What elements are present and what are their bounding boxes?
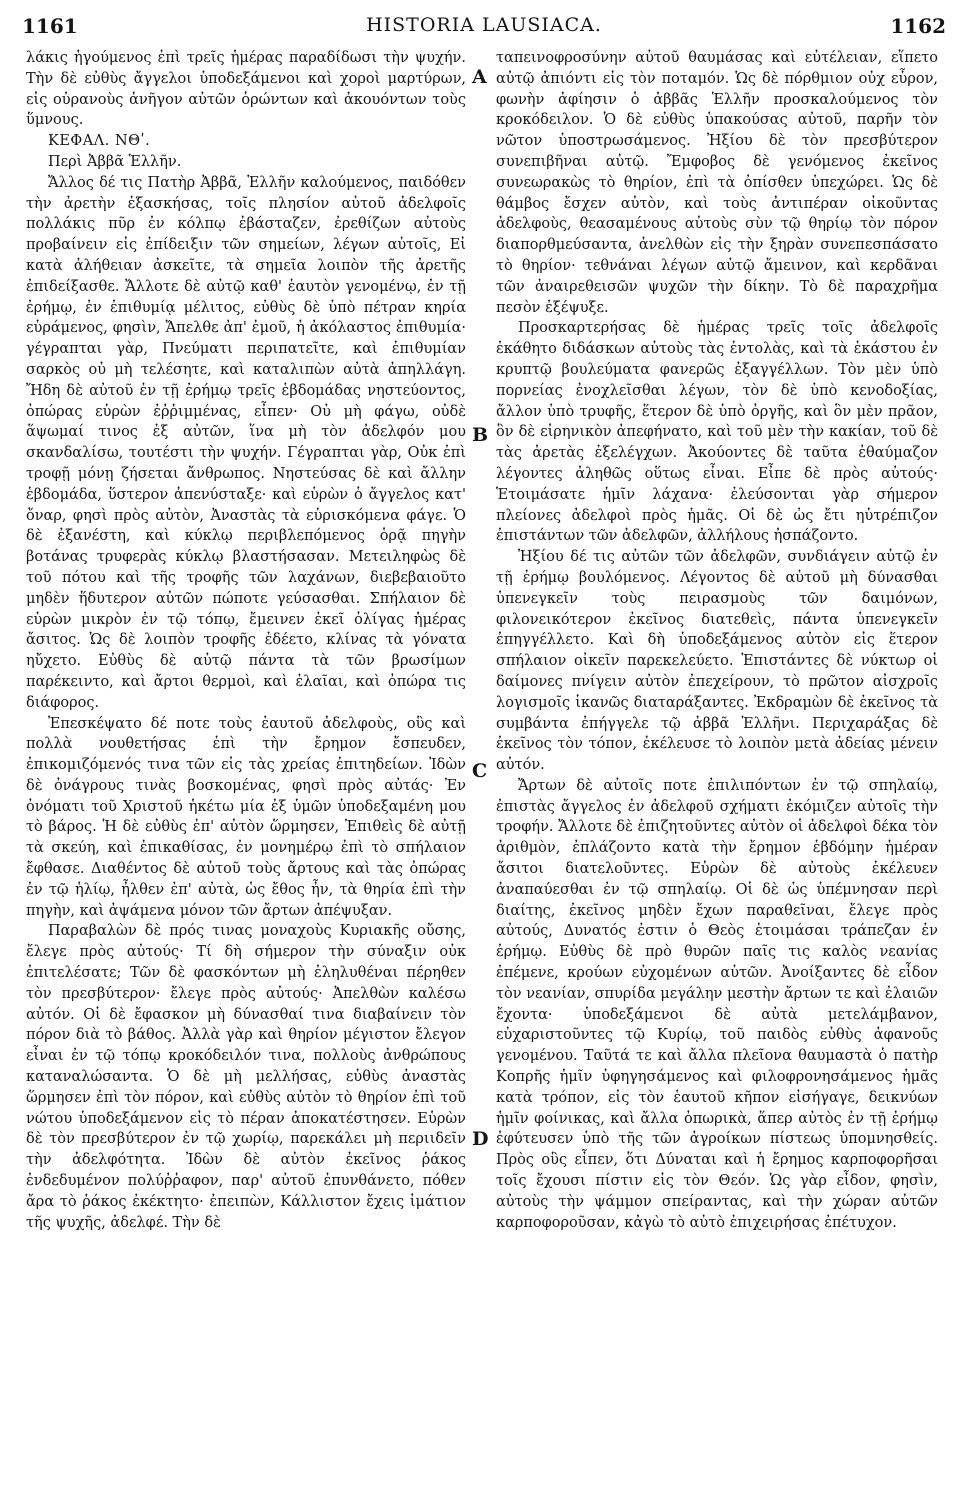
margin-mark-a: A [472, 66, 487, 88]
page-header [22, 14, 946, 42]
margin-mark-c: C [472, 760, 488, 782]
left-page-number: 1161 [22, 14, 78, 38]
margin-mark-d: D [472, 1128, 489, 1150]
right-page-number: 1162 [890, 14, 946, 38]
chapter-subtitle: Περὶ Ἀββᾶ Ἑλλῆν. [48, 153, 182, 170]
paragraph: Ἄλλος δέ τις Πατὴρ Ἀββᾶ, Ἑλλῆν καλούμενος, παιδόθεν τὴν ἀρετὴν ἐξασκήσας, τοῖς πλησίον αὐτοῦ ἀδελφοῖς πολλάκις πῦρ ἐν κόλπῳ ἐβάσταζεν, ἐρεθίζων αὐτοὺς προβαίνειν εἰς ἐπίδειξιν τῶν σημείων, λέγων αὐτοῖς, Εἰ κατὰ ἀλήθειαν ἀσκεῖτε, τὰ σημεῖα λοιπὸν τῆς ἀρετῆς ἐπιδείξασθε. Ἄλλοτε δὲ αὐτῷ καθ' ἑαυτὸν γενομένῳ, ἐν τῇ ἐρήμῳ, ἐν ἐπιθυμίᾳ μέλιτος, εὐθὺς δὲ ὑπὸ πέτραν κηρία εὑράμενος, φησὶν, Ἄπελθε ἀπ' ἐμοῦ, ἡ ἀκόλαστος ἐπιθυμία· γέγραπται γὰρ, Πνεύματι περιπατεῖτε, καὶ ἐπιθυμίαν σαρκὸς οὐ μὴ τελέσητε, καὶ καταλιπὼν αὐτὰ ἀπηλλάγη. Ἤδη δὲ αὐτοῦ ἐν τῇ ἐρήμῳ τρεῖς ἑβδομάδας νηστεύοντος, ὀπώρας εὑρὼν ἐῤῥιμμένας, εἶπεν· Οὐ μὴ φάγω, οὐδὲ ἅψωμαί τινος ἐξ αὐτῶν, ἵνα μὴ τὸν ἀδελφόν μου σκανδαλίσω, τουτέστι τὴν ψυχήν. Γέγραπται γὰρ, Οὐκ ἐπὶ τροφῇ μόνῃ ζήσεται ἄνθρωπος. Νηστεύσας δὲ καὶ ἄλλην ἑβδομάδα, ὕστερον ἀπενύσταξε· καὶ εὑρὼν ὁ ἄγγελος κατ' ὄναρ, φησὶ πρὸς αὐτὸν, Ἀναστὰς τὰ εὑρισκόμενα φάγε. Ὁ δὲ ἐξανέστη, καὶ κύκλῳ περιβλεπόμενος ὁρᾷ πηγὴν βοτάνας τρυφερὰς κύκλῳ βλαστήσασαν. Μετειληφὼς δὲ τοῦ πότου καὶ τῆς τροφῆς τῶν λαχάνων, διεβεβαιοῦτο μηδὲν ἥδυτερον αὐτῶν πώποτε γεύσασθαι. Σπήλαιον δὲ εὑρὼν μικρὸν ἐν τῷ τόπῳ, ἔμεινεν ἐκεῖ ὀλίγας ἡμέρας ἄσιτος. Ὡς δὲ λοιπὸν τροφῆς ἐδέετο, κλίνας τὰ γόνατα ηὔχετο. Εὐθὺς δὲ αὐτῷ πάντα τὰ τῶν βρωσίμων παρέκειντο, καὶ ἄρτοι θερμοὶ, καὶ ἐλαῖαι, καὶ ὀπώρα τις διάφορος. [26, 174, 466, 711]
paragraph: Παραβαλὼν δὲ πρός τινας μοναχοὺς Κυριακῆς οὔσης, ἔλεγε πρὸς αὐτούς· Τί δὴ σήμερον τὴν σύναξιν οὐκ ἐπιτελέσατε; Τῶν δὲ φασκόντων μὴ ἐληλυθέναι πέρηθεν τὸν πρεσβύτερον· ἔλεγε πρὸς αὐτούς· Ἀπελθὼν καλέσω αὐτόν. Οἱ δὲ ἔφασκον μὴ δύνασθαί τινα διαβαίνειν τὸν πόρον διὰ τὸ βάθος. Ἀλλὰ γὰρ καὶ θηρίον μέγιστον ἔλεγον εἶναι ἐν τῷ τόπῳ κροκόδειλόν τινα, πολλοὺς ἀνθρώπους καταναλώσαντα. Ὁ δὲ μὴ μελλήσας, εὐθὺς ἀναστὰς ὥρμησεν ἐπὶ τὸν πόρον, καὶ εὐθὺς αὐτὸν τὸ θηρίον ἐπὶ τοῦ νώτου ὑποδεξάμενον εἰς τὸ πέραν ἀποκατέστησεν. Εὑρὼν δὲ τὸν πρεσβύτερον ἐν τῷ χωρίῳ, παρεκάλει μὴ περιιδεῖν τὴν ἀδελφότητα. Ἰδὼν δὲ αὐτὸν ἐκεῖνος ῥάκος ἐνδεδυμένον πολύῤῥαφον, παρ' αὐτοῦ ἐπυνθάνετο, πόθεν ἄρα τὸ ῥάκος ἐκέκτητο· ἐπειπὼν, Κάλλιστον ἔχεις ἱμάτιον τῆς ψυχῆς, ἀδελφέ. Τὴν δὲ [26, 923, 466, 1231]
paragraph: Προσκαρτερήσας δὲ ἡμέρας τρεῖς τοῖς ἀδελφοῖς ἐκάθητο διδάσκων αὐτοὺς τὰς ἐντολὰς, καὶ τὰ ἑκάστου ἐν κρυπτῷ βουλεύματα φανερῶς ἐξαγγέλλων. Τὸν μὲν ὑπὸ πορνείας ἐνοχλεῖσθαι λέγων, τὸν δὲ ὑπὸ κενοδοξίας, ἄλλον ὑπὸ τρυφῆς, ἕτερον δὲ ὑπὸ ὀργῆς, καὶ ὃν μὲν πρᾶον, ὃν δὲ εἰρηνικὸν ἀπεφήνατο, καὶ τοῦ μὲν τὴν κακίαν, τοῦ δὲ τὰς ἀρετὰς ἐξελέγχων. Ἀκούοντες δὲ ταῦτα ἐθαύμαζον λέγοντες ἀληθῶς οὕτως εἶναι. Εἶπε δὲ πρὸς αὐτούς· Ἑτοιμάσατε ἡμῖν λάχανα· ἐλεύσονται γὰρ σήμερον πλείονες ἀδελφοὶ πρὸς ἡμᾶς. Οἱ δὲ ὡς ἔτι ηὐτρέπιζον ἐπιστάντων τῶν ἀδελφῶν, ἀλλήλους ἠσπάζοντο. [496, 320, 938, 545]
paragraph: Ἠξίου δέ τις αὐτῶν τῶν ἀδελφῶν, συνδιάγειν αὐτῷ ἐν τῇ ἐρήμῳ βουλόμενος. Λέγοντος δὲ αὐτοῦ μὴ δύνασθαι ὑπενεγκεῖν τοὺς πειρασμοὺς τῶν δαιμόνων, φιλονεικότερον ἐκεῖνος διατεθεὶς, πάντα ὑπενεγκεῖν ἐπηγγέλλετο. Καὶ δὴ ὑποδεξάμενος αὐτὸν εἰς ἕτερον σπήλαιον οἰκεῖν παρεκελεύετο. Ἐπιστάντες δὲ νύκτωρ οἱ δαίμονες πνίγειν αὐτὸν ἐπεχείρουν, τὸ πρῶτον αἰσχροῖς λογισμοῖς ἱκανῶς διαταράξαντες. Ἐκδραμὼν δὲ ἐκεῖνος τὰ συμβάντα ἐπήγγελε τῷ ἀββᾶ Ἑλλῆνι. Περιχαράξας δὲ ἐκεῖνος τὸν τόπον, ἐκέλευσε τὸ λοιπὸν μετὰ ἀδείας μένειν αὐτόν. [496, 549, 938, 774]
margin-mark-b: B [472, 424, 489, 446]
running-title: HISTORIA LAUSIACA. [366, 14, 602, 36]
chapter-title: ΚΕΦΑΛ. ΝΘʹ. [48, 133, 151, 150]
paragraph: Ἄρτων δὲ αὐτοῖς ποτε ἐπιλιπόντων ἐν τῷ σπηλαίῳ, ἐπιστὰς ἄγγελος ἐν ἀδελφοῦ σχήματι ἐκόμιζεν αὐτοῖς τὴν τροφήν. Ἄλλοτε δὲ ἐπιζητοῦντες αὐτὸν οἱ ἀδελφοὶ δέκα τὸν ἀριθμὸν, ἐπλάζοντο κατὰ τὴν ἔρημον ἑβδόμην ἡμέραν ἄσιτοι διατελοῦντες. Εὑρὼν δὲ αὐτοὺς ἐκέλευεν ἀναπαύεσθαι ἐν τῷ σπηλαίῳ. Οἱ δὲ ὡς ὑπέμνησαν περὶ διαίτης, ἐκεῖνος μηδὲν ἔχων παραθεῖναι, ἔλεγε πρὸς αὐτούς, Δυνατός ἐστιν ὁ Θεὸς ἑτοιμάσαι τράπεζαν ἐν ἐρήμῳ. Εὐθὺς δὲ πρὸ θυρῶν παῖς τις καλὸς νεανίας ἐπέμενε, κρούων εὐχομένων αὐτῶν. Ἀνοίξαντες δὲ εἶδον τὸν νεανίαν, σπυρίδα μεγάλην μεστὴν ἄρτων τε καὶ ἐλαιῶν ἔχοντα· ὑποδεξάμενοι δὲ αὐτὰ μετελάμβανον, εὐχαριστοῦντες τῷ Κυρίῳ, τοῦ παιδὸς εὐθὺς ἀφανοῦς γενομένου. Ταῦτά τε καὶ ἄλλα πλεῖονα θαυμαστὰ ὁ πατὴρ Κοπρῆς ἡμῖν ὑφηγησάμενος καὶ φιλοφρονησάμενος ἡμᾶς κατὰ τρόπον, εἰς τὸν ἑαυτοῦ κῆπον εἰσήγαγε, δεικνύων ἡμῖν φοίνικας, καὶ ἄλλα ὀπωρικὰ, ἅπερ αὐτὸς ἐν τῇ ἐρήμῳ ἐφύτευσεν ὑπὸ τῆς τῶν ἀγροίκων πίστεως ὑπομνησθείς. Πρὸς οὓς εἶπεν, ὅτι Δύναται καὶ ἡ ἔρημος καρποφορῆσαι τοῖς ἔχουσι πίστιν εἰς τὸν Θεόν. Ὡς γὰρ εἶδον, φησὶν, αὐτοὺς τὴν ψάμμον σπείραντας, καὶ τὴν χώραν αὐτῶν καρποφοροῦσαν, κἀγὼ τὸ αὐτὸ ἐπιχειρήσας ἐπέτυχον. [496, 777, 938, 1231]
paragraph: ταπεινοφροσύνην αὐτοῦ θαυμάσας καὶ εὐτέλειαν, εἵπετο αὐτῷ ἀπιόντι εἰς τὸν ποταμόν. Ὡς δὲ πόρθμιον οὐχ εὗρον, φωνὴν ἀφίησιν ὁ ἀββᾶς Ἑλλῆν προσκαλούμενος τὸν κροκόδειλον. Ὁ δὲ εὐθὺς ὑπακούσας αὐτοῦ, παρῆν τὸν νῶτον ὑποστρωσάμενος. Ἠξίου δὲ τὸν πρεσβύτερον συνεπιβῆναι αὐτῷ. Ἔμφοβος δὲ γενόμενος ἐκεῖνος συνεωρακὼς τὸ θηρίον, ἐπὶ τὰ ὀπίσθεν ὑπεχώρει. Ὡς δὲ θάμβος ἔσχεν αὐτὸν, καὶ τοὺς ἀντιπέραν οἰκοῦντας ἀδελφοὺς, θεασαμένους αὐτοὺς σὺν τῷ θηρίῳ τὸν πόρον διαπορθμεύσαντα, ἀνελθὼν εἰς τὴν ξηρὰν συνεπεσπάσατο τὸ θηρίον· τεθνάναι λέγων αὐτῷ ἄμεινον, καὶ κερδᾶναι τῶν ἀναιρεθεισῶν ψυχῶν τὴν δίκην. Τὸ δὲ παραχρῆμα πεσὸν ἐξέψυξε. [496, 50, 938, 316]
paragraph: Ἐπεσκέψατο δέ ποτε τοὺς ἑαυτοῦ ἀδελφοὺς, οὓς καὶ πολλὰ νουθετήσας ἐπὶ τὴν ἔρημον ἔσπευδεν, ἐπικομιζόμενός τινα τῶν εἰς τὰς χρείας ἐπιτηδείων. Ἰδὼν δὲ ὀνάγρους τινὰς βοσκομένας, φησὶ πρὸς αὐτάς· Ἐν ὀνόματι τοῦ Χριστοῦ ἡκέτω μία ἐξ ὑμῶν ὑποδεξαμένη μου τὸ βάρος. Ἡ δὲ εὐθὺς ἐπ' αὐτὸν ὥρμησεν, Ἐπιθεὶς δὲ αὐτῇ τὰ σκεύη, καὶ ἐπικαθίσας, ἐν μονημέρῳ ἐπὶ τὸ σπήλαιον ἔφθασε. Διαθέντος δὲ αὐτοῦ τοὺς ἄρτους καὶ τὰς ὀπώρας ἐν τῷ ἡλίῳ, ἦλθεν ἐπ' αὐτὰ, ὡς ἔθος ἦν, τὰ θηρία ἐπὶ τὴν πηγὴν, καὶ ἀψάμενα μόνον τῶν ἄρτων ἀπέψυξαν. [26, 715, 466, 919]
right-column [496, 48, 938, 1233]
left-column [26, 48, 466, 1233]
paragraph: λάκις ἡγούμενος ἐπὶ τρεῖς ἡμέρας παραδίδωσι τὴν ψυχήν. Τὴν δὲ εὐθὺς ἄγγελοι ὑποδεξάμενοι καὶ χοροὶ μαρτύρων, εἰς οὐρανοὺς ἀνῆγον αὐτῶν ὁρώντων καὶ ἀκουόντων τοὺς ὕμνους. [26, 50, 466, 129]
